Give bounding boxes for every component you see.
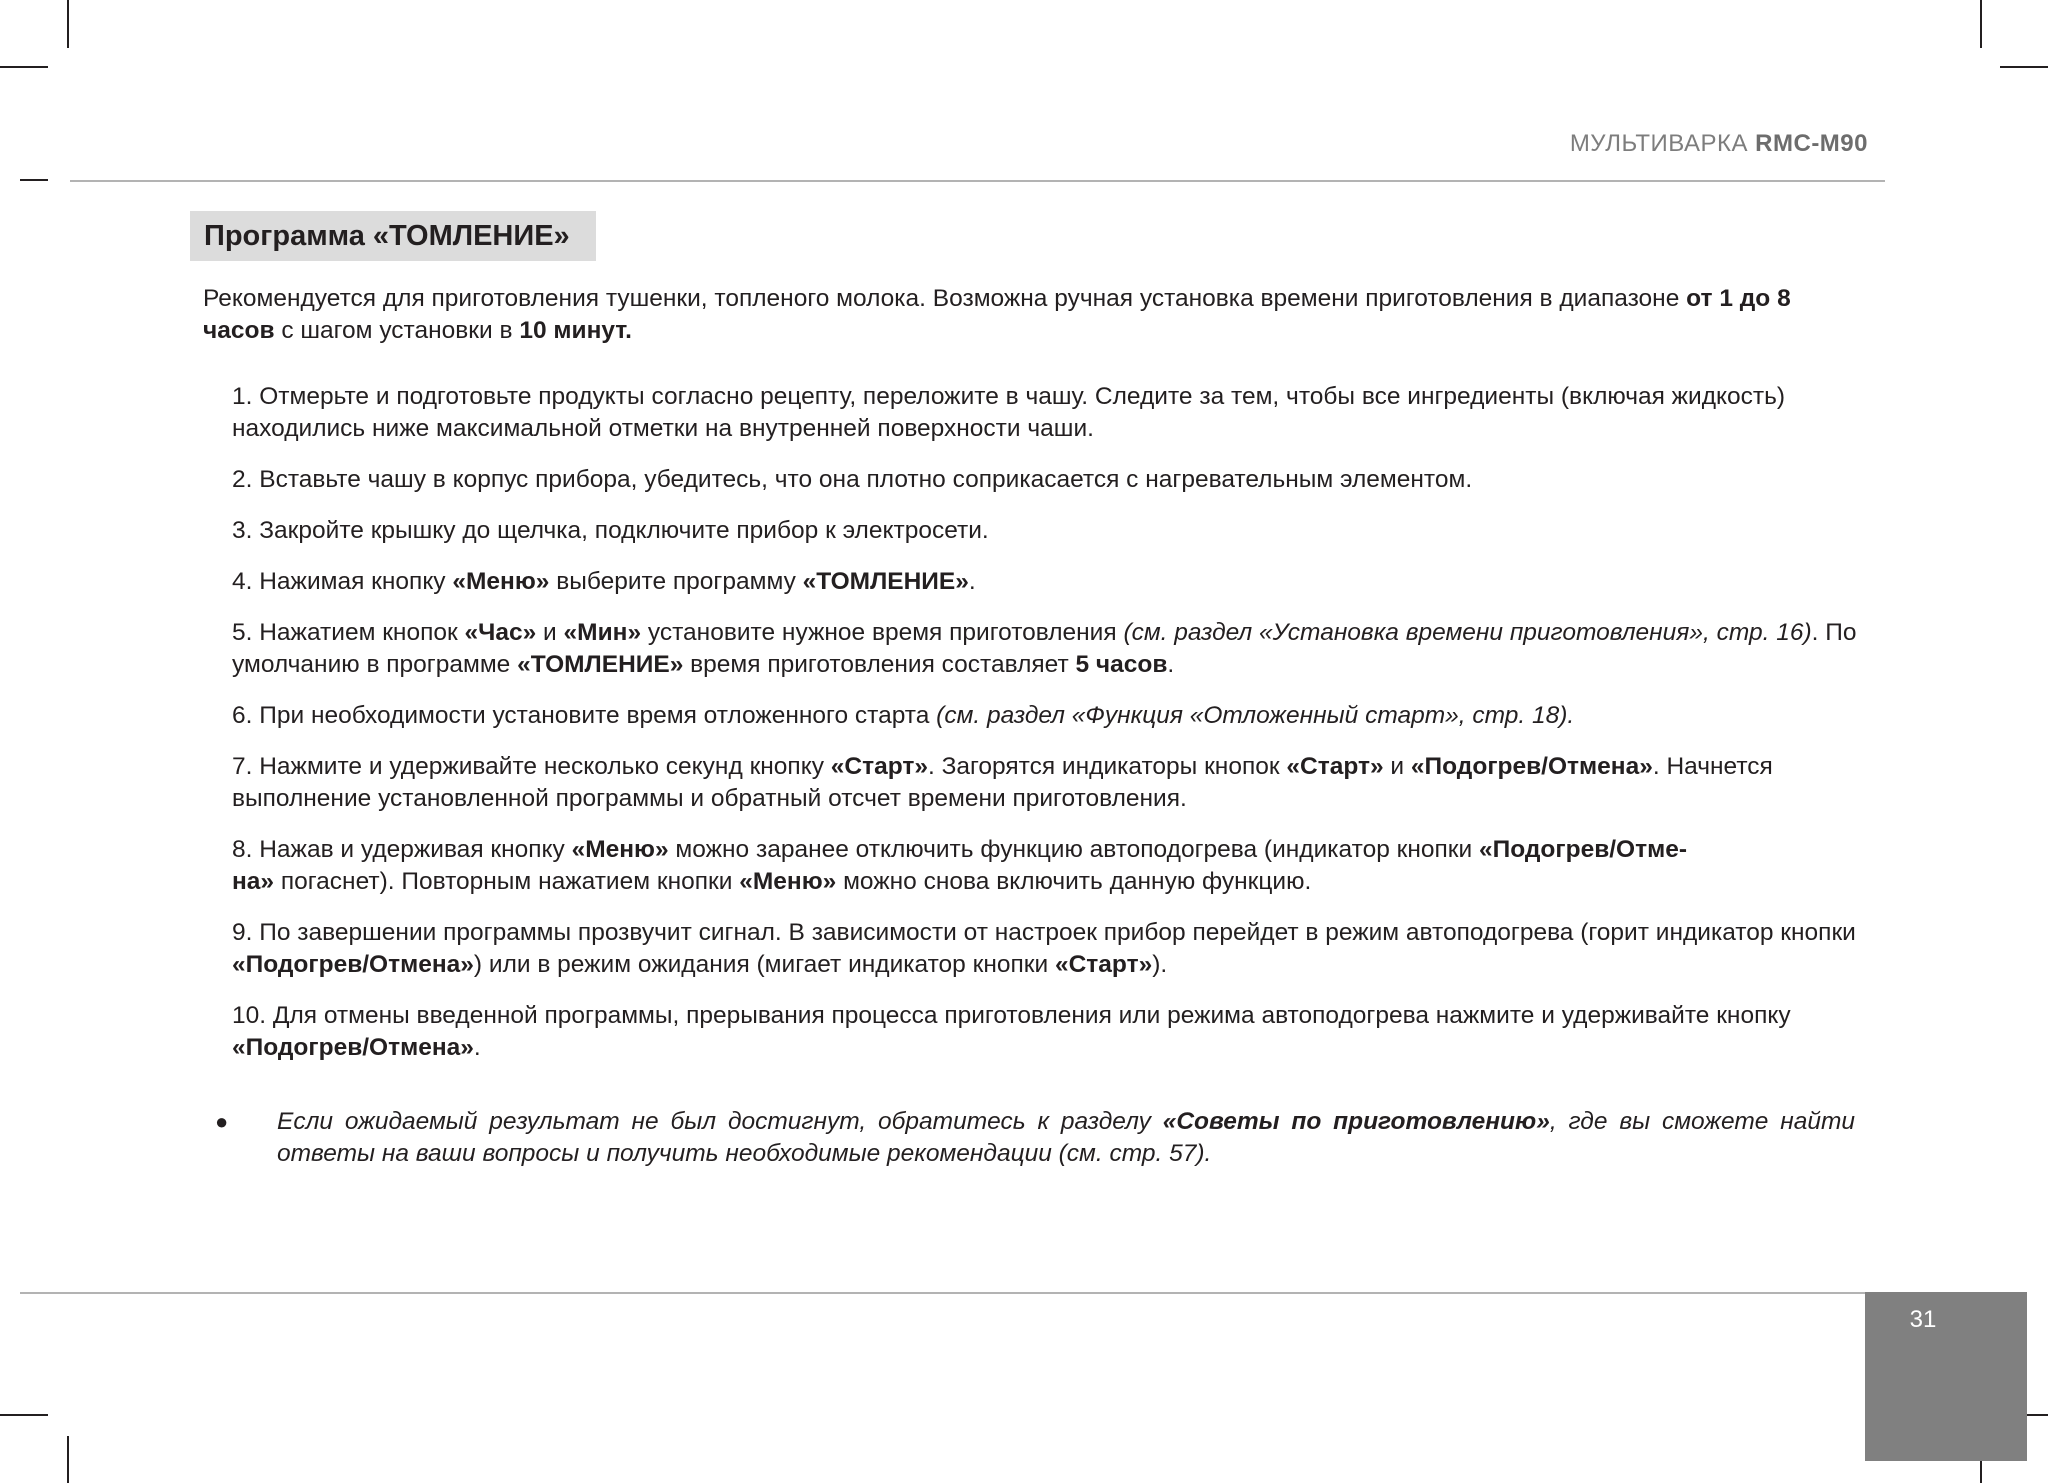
header-rule (70, 180, 1885, 182)
text-run-bold: 5 часов (1075, 651, 1168, 678)
text-run-bold: «Старт» (1054, 951, 1153, 978)
step-5 (232, 617, 1858, 681)
text-run-bold: 10 минут. (519, 317, 632, 344)
text-run: ) или в режим ожидания (мигает индикатор кнопки (473, 951, 1055, 978)
text-run: . По умолчанию в программе (232, 619, 1857, 678)
text-run: . (473, 1034, 481, 1061)
intro-paragraph (203, 283, 1858, 347)
tip-text (277, 1106, 1855, 1170)
text-run-bold: «Подогрев/Отме- (1479, 836, 1688, 863)
step-3: 3. Закройте крышку до щелчка, подключите прибор к электросети. (232, 517, 989, 544)
text-run: . Загорятся индикаторы кнопок (927, 753, 1287, 780)
crop-mark (2000, 66, 2048, 68)
crop-mark (1980, 0, 1982, 48)
text-run: можно снова включить данную функцию. (836, 868, 1312, 895)
text-run-bold: «Час» (464, 619, 537, 646)
document-body (203, 283, 1858, 1083)
text-run: ). (1152, 951, 1168, 978)
text-run: и (536, 619, 564, 646)
text-run: 6. При необходимости установите время отложенного старта (232, 702, 937, 729)
text-run-bold: «Меню» (571, 836, 669, 863)
text-run: и (1383, 753, 1411, 780)
step-6 (232, 700, 1858, 732)
text-run-bold: «Подогрев/Отмена» (232, 951, 474, 978)
text-run-italic: (см. раздел «Функция «Отложенный старт», стр. 18). (936, 702, 1575, 729)
page-number: 31 (1909, 1306, 1937, 1333)
text-run-bold: «Старт» (830, 753, 928, 780)
registration-tick (20, 179, 48, 181)
text-run-bold: «Меню» (452, 568, 550, 595)
text-run-bold: «ТОМЛЕНИЕ» (802, 568, 969, 595)
text-run: 7. Нажмите и удерживайте несколько секунд кнопку (232, 753, 831, 780)
text-run-bold: «ТОМЛЕНИЕ» (517, 651, 684, 678)
text-run: , где вы сможете найти ответы на ваши вопросы и получить необходимые рекомендации (см. стр. 57). (277, 1108, 1855, 1167)
text-run: 8. Нажав и удерживая кнопку (232, 836, 572, 863)
text-run: выберите программу (549, 568, 803, 595)
crop-mark (67, 0, 69, 48)
tip-note (215, 1106, 1855, 1170)
text-run-bold: «Советы по приготовлению» (1162, 1108, 1550, 1135)
text-run: 5. Нажатием кнопок (232, 619, 465, 646)
text-run: установите нужное время приготовления (641, 619, 1124, 646)
crop-mark (0, 1414, 48, 1416)
text-run: . (968, 568, 976, 595)
text-run: 4. Нажимая кнопку (232, 568, 453, 595)
section-title (190, 211, 596, 261)
step-7 (232, 751, 1858, 815)
text-run-bold: на» (232, 868, 275, 895)
text-run: время приготовления составляет (683, 651, 1076, 678)
text-run: . Начнется выполнение установленной программы и обратный отсчет времени приготовления. (232, 753, 1773, 812)
brand-prefix: МУЛЬТИВАРКА (1569, 130, 1748, 157)
text-run-bold: «Мин» (563, 619, 642, 646)
bullet-icon: ● (215, 1109, 229, 1134)
step-2: 2. Вставьте чашу в корпус прибора, убедитесь, что она плотно соприкасается с нагревательным элементом. (232, 466, 1473, 493)
section-title-text: Программа «ТОМЛЕНИЕ» (204, 219, 570, 252)
text-run-bold: «Подогрев/Отмена» (232, 1034, 474, 1061)
text-run: 10. Для отмены введенной программы, прерывания процесса приготовления или режима автоподогрева нажмите и удерживайте кнопку (232, 1002, 1791, 1029)
step-10 (232, 1000, 1858, 1064)
text-run-italic: (см. раздел «Установка времени приготовления», стр. 16) (1123, 619, 1812, 646)
step-8 (232, 834, 1858, 898)
crop-mark (0, 66, 48, 68)
footer-rule (20, 1292, 1865, 1294)
text-run: можно заранее отключить функцию автоподогрева (индикатор кнопки (668, 836, 1479, 863)
brand-model: RMC-M90 (1755, 130, 1868, 157)
text-run: . (1167, 651, 1175, 678)
text-run-bold: «Подогрев/Отмена» (1410, 753, 1653, 780)
step-9 (232, 917, 1858, 981)
text-run: Если ожидаемый результат не был достигнут, обратитесь к разделу (277, 1108, 1163, 1135)
text-run-bold: «Меню» (739, 868, 837, 895)
text-run-bold: «Старт» (1286, 753, 1384, 780)
step-1: 1. Отмерьте и подготовьте продукты согласно рецепту, переложите в чашу. Следите за тем, чтобы все ингредиенты (включая жидкость) находились ниже максимальной отметки на внутренней поверхности чаши. (232, 383, 1786, 442)
text-run: Рекомендуется для приготовления тушенки, топленого молока. Возможна ручная установка времени приготовления в диапазоне (203, 285, 1687, 312)
text-run: 9. По завершении программы прозвучит сигнал. В зависимости от настроек прибор перейдет в режим автоподогрева (горит индикатор кнопки (232, 919, 1856, 946)
text-run-bold: от 1 до 8 часов (203, 285, 1791, 344)
text-run: с шагом установки в (274, 317, 520, 344)
text-run: погаснет). Повторным нажатием кнопки (274, 868, 740, 895)
steps-list (203, 381, 1858, 1064)
crop-mark (67, 1436, 69, 1483)
header-brand (1570, 130, 1868, 158)
step-4 (232, 566, 1858, 598)
